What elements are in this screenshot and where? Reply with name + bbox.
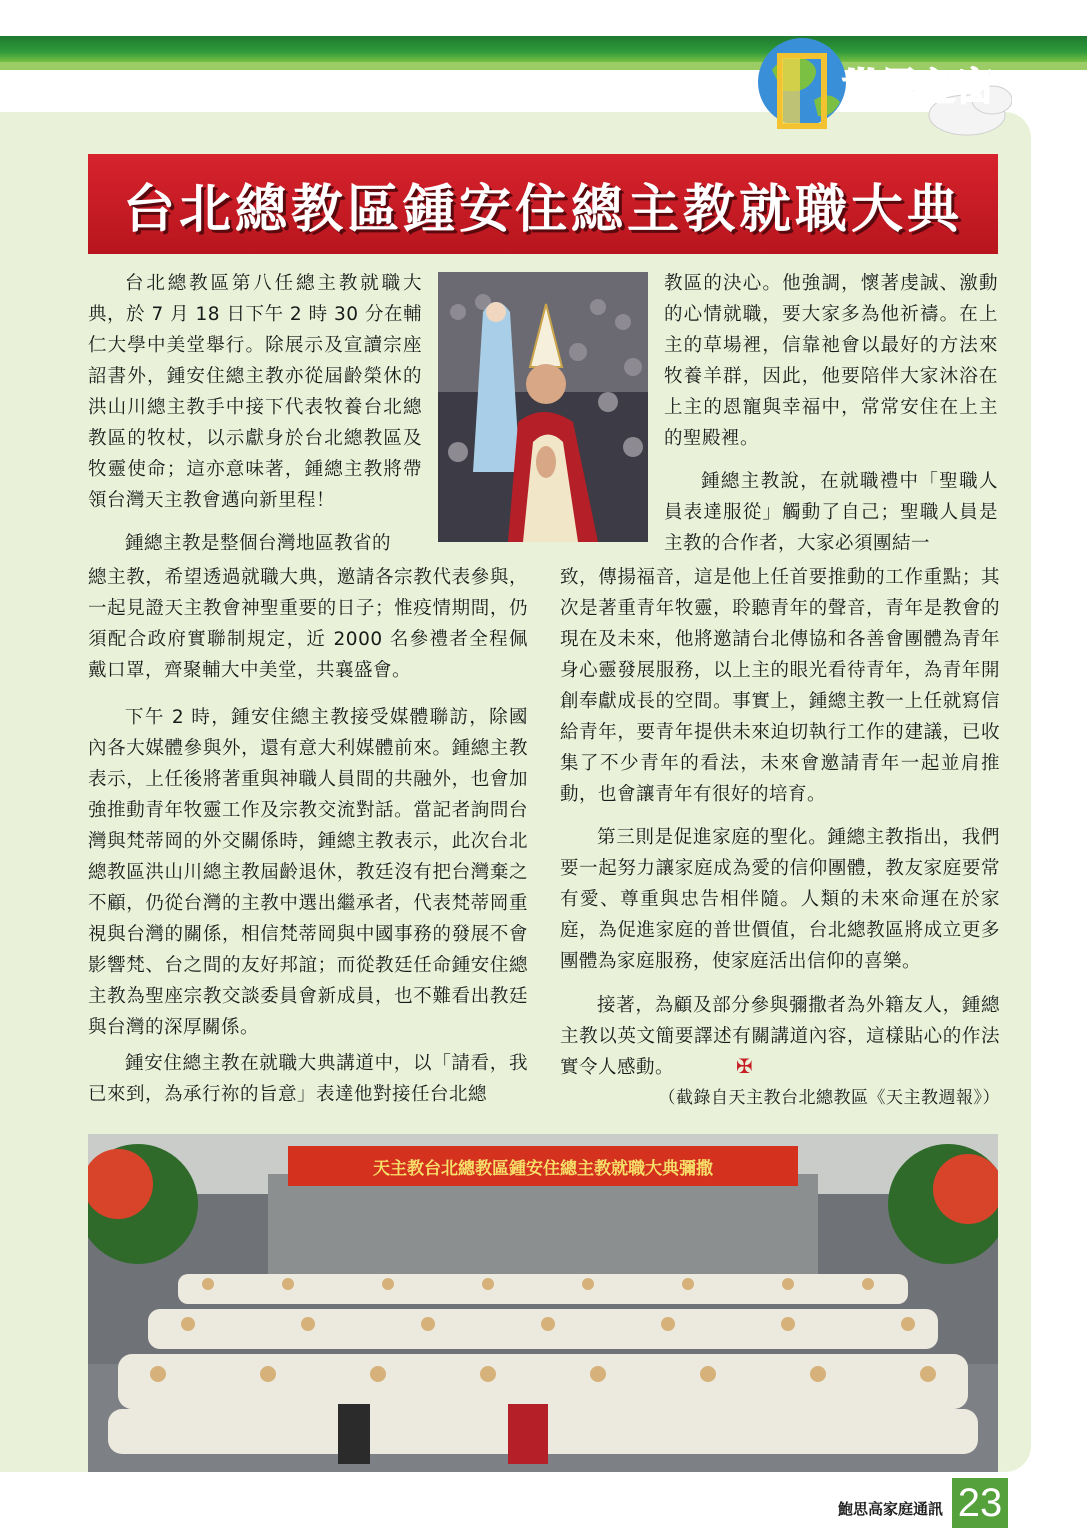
group-photo (88, 1134, 998, 1472)
paragraph-1: 台北總教區第八任總主教就職大典，於 7 月 18 日下午 2 時 30 分在輔仁大學中美堂舉行。除展示及宣讀宗座詔書外，鍾安住總主教亦從屆齡榮休的洪山川總主教手中接下代表牧養台北總教區的牧杖，以示獻身於台北總教區及牧靈使命；這亦意味著，鍾總主教將帶領台灣天主教會邁向新里程！ (88, 273, 422, 511)
paragraph-5-start: 鍾總主教說，在就職禮中「聖職人員表達服從」觸動了自己；聖職人員是主教的合作者，大家必須團結一 (664, 471, 998, 554)
article-title: 台北總教區鍾安住總主教就職大典 (122, 178, 963, 240)
publication-name: 鮑思高家庭通訊 (838, 1500, 944, 1518)
paragraph-3: 下午 2 時，鍾安住總主教接受媒體聯訪，除國內各大媒體參與外，還有意大利媒體前來。鍾總主教表示，上任後將著重與神職人員間的共融外，也會加強推動青年牧靈工作及宗教交流對話。當記者詢問台灣與梵蒂岡的外交關係時，鍾總主教表示，此次台北總教區洪山川總主教屆齡退休，教廷沒有把台灣棄之不顧，仍從台灣的主教中選出繼承者，代表梵蒂岡重視與台灣的關係，相信梵蒂岡與中國事務的發展不會影響梵、台之間的友好邦誼；而從教廷任命鍾安住總主教為聖座宗教交談委員會新成員，也不難看出教廷與台灣的深厚關係。 (88, 707, 528, 1038)
page-number: 23 (952, 1478, 1008, 1528)
paragraph-6: 第三則是促進家庭的聖化。鍾總主教指出，我們要一起努力讓家庭成為愛的信仰團體，教友家庭要常有愛、尊重與忠告相伴隨。人類的未來命運在於家庭，為促進家庭的普世價值，台北總教區將成立更多團體為家庭服務，使家庭活出信仰的喜樂。 (560, 827, 1000, 972)
paragraph-7: 接著，為顧及部分參與彌撒者為外籍友人，鍾總主教以英文簡要譯述有關講道內容，這樣貼心的作法實令人感動。 (560, 995, 1000, 1078)
paragraph-2-start: 鍾總主教是整個台灣地區教省的 (125, 533, 392, 554)
title-banner (88, 154, 998, 254)
salesian-logo-icon: ✠ (736, 1054, 753, 1078)
paragraph-5-cont: 致，傳揚福音，這是他上任首要推動的工作重點；其次是著重青年牧靈，聆聽青年的聲音，青年是教會的現在及未來，他將邀請台北傳協和各善會團體為青年身心靈發展服務，以上主的眼光看待青年，為青年開創奉獻成長的空間。事實上，鍾總主教一上任就寫信給青年，要青年提供未來迫切執行工作的建議，已收集了不少青年的看法，未來會邀請青年一起並肩推動，也會讓青年有很好的培育。 (560, 567, 1000, 805)
archbishop-photo (438, 272, 648, 542)
paragraph-2-cont: 總主教，希望透過就職大典，邀請各宗教代表參與，一起見證天主教會神聖重要的日子；惟疫情期間，仍須配合政府實聯制規定，近 2000 名參禮者全程佩戴口罩，齊聚輔大中美堂，共襄盛會。 (88, 567, 528, 681)
section-badge (752, 20, 1012, 140)
badge-text: 世界之窗 (842, 65, 995, 109)
paragraph-4-cont: 教區的決心。他強調，懷著虔誠、激動的心情就職，要大家多為他祈禱。在上主的草場裡，信靠祂會以最好的方法來牧養羊群，因此，他要陪伴大家沐浴在上主的恩寵與幸福中，常常安住在上主的聖殿裡。 (664, 273, 998, 449)
article-source: （截錄自天主教台北總教區《天主教週報》） (658, 1088, 1000, 1108)
banner-text: 天主教台北總教區鍾安住總主教就職大典彌撒 (373, 1159, 713, 1179)
paragraph-4: 鍾安住總主教在就職大典講道中，以「請看，我已來到，為承行祢的旨意」表達他對接任台北總 (88, 1053, 528, 1105)
